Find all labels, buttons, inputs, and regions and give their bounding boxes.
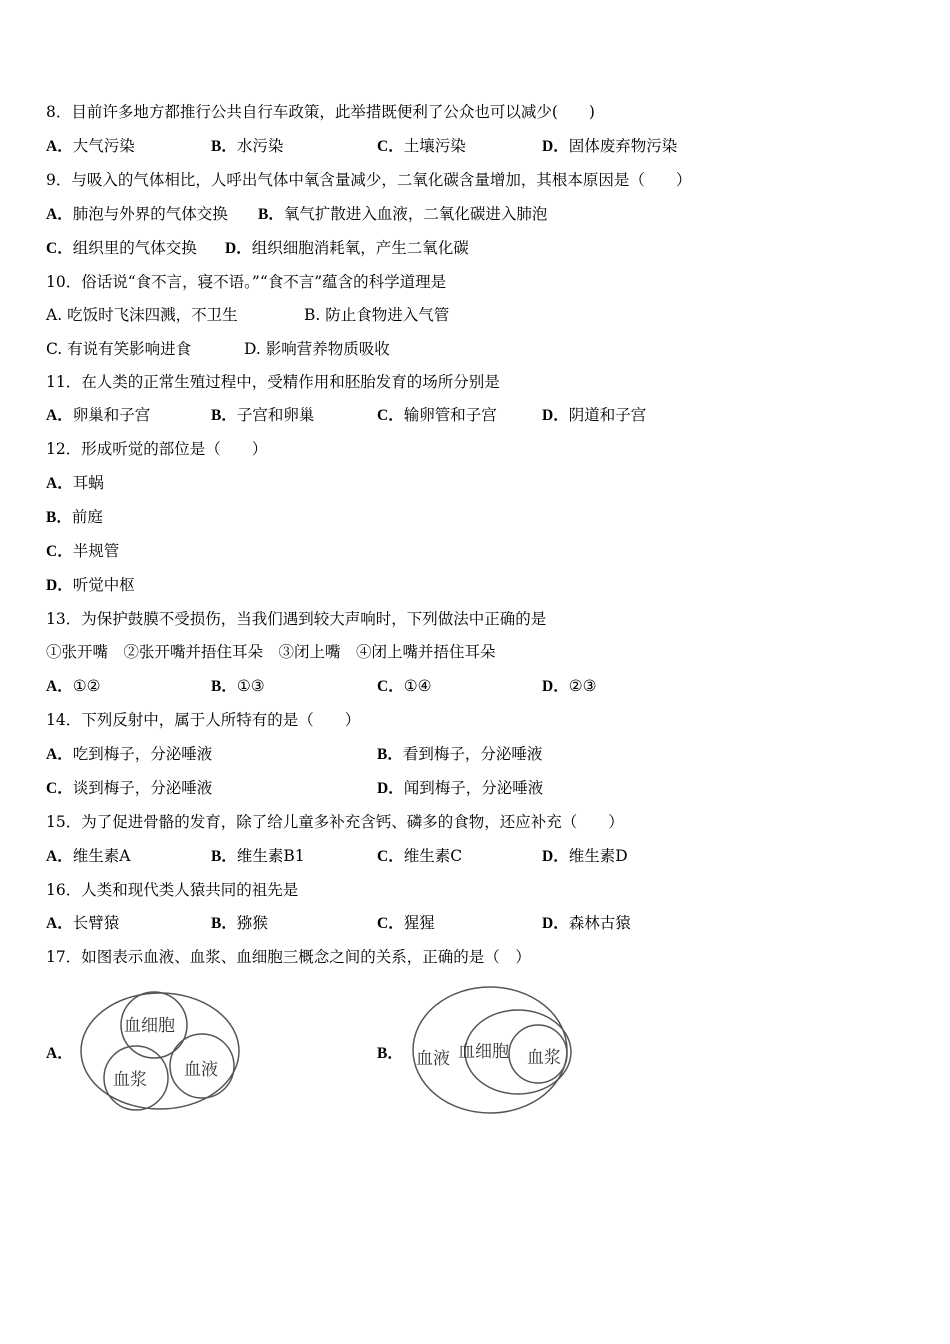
q14-option-c: C．谈到梅子，分泌唾液	[46, 779, 213, 797]
question-11-stem: 11．在人类的正常生殖过程中，受精作用和胚胎发育的场所分别是	[46, 373, 500, 391]
question-8-stem: 8．目前许多地方都推行公共自行车政策，此举措既便利了公众也可以减少( )	[46, 103, 595, 121]
q9-option-b: B．氧气扩散进入血液，二氧化碳进入肺泡	[258, 205, 548, 223]
q8-option-d: D．固体废弃物污染	[542, 137, 678, 155]
question-16-stem: 16．人类和现代类人猿共同的祖先是	[46, 881, 299, 899]
q14-option-b: B．看到梅子，分泌唾液	[377, 745, 543, 763]
q16-option-c: C．猩猩	[377, 914, 435, 932]
q12-option-c: C．半规管	[46, 542, 120, 560]
question-12-stem: 12．形成听觉的部位是（ ）	[46, 440, 268, 458]
diagram-a-label-left: 血浆	[113, 1070, 147, 1090]
diagram-a-label-right: 血液	[184, 1060, 218, 1080]
q12-option-b: B．前庭	[46, 508, 103, 526]
q11-option-a: A．卵巢和子宫	[46, 406, 151, 424]
q10-option-d: D. 影响营养物质吸收	[244, 340, 390, 358]
q9-option-c: C．组织里的气体交换	[46, 239, 197, 257]
q13-option-a: A．①②	[46, 677, 101, 695]
q14-option-d: D．闻到梅子，分泌唾液	[377, 779, 544, 797]
venn-diagram-b	[410, 982, 572, 1118]
q12-option-a: A．耳蜗	[46, 474, 104, 492]
q15-option-c: C．维生素C	[377, 847, 463, 865]
q12-option-d: D．听觉中枢	[46, 576, 135, 594]
q8-option-a: A．大气污染	[46, 137, 135, 155]
q9-option-d: D．组织细胞消耗氧，产生二氧化碳	[225, 239, 469, 257]
q14-option-a: A．吃到梅子，分泌唾液	[46, 745, 213, 763]
question-10-stem: 10．俗话说“食不言，寝不语。”“食不言”蕴含的科学道理是	[46, 273, 447, 291]
question-14-stem: 14．下列反射中，属于人所特有的是（ ）	[46, 711, 361, 729]
q15-option-a: A．维生素A	[46, 847, 131, 865]
q10-option-b: B. 防止食物进入气管	[304, 306, 450, 324]
q11-option-c: C．输卵管和子宫	[377, 406, 497, 424]
q11-option-d: D．阴道和子宫	[542, 406, 647, 424]
question-15-stem: 15．为了促进骨骼的发育，除了给儿童多补充含钙、磷多的食物，还应补充（ ）	[46, 813, 624, 831]
diagram-b-label-inner: 血浆	[527, 1048, 561, 1068]
q16-option-d: D．森林古猿	[542, 914, 631, 932]
q11-option-b: B．子宫和卵巢	[211, 406, 315, 424]
q17-option-a-label: A．	[46, 1045, 73, 1062]
q8-option-c: C．土壤污染	[377, 137, 466, 155]
question-13-stem: 13．为保护鼓膜不受损伤，当我们遇到较大声响时，下列做法中正确的是	[46, 610, 547, 628]
diagram-b-label-middle: 血细胞	[458, 1042, 509, 1062]
q10-option-a: A. 吃饭时飞沫四溅，不卫生	[46, 306, 238, 324]
venn-diagram-a	[78, 988, 243, 1114]
q8-option-b: B．水污染	[211, 137, 284, 155]
q10-option-c: C. 有说有笑影响进食	[46, 340, 192, 358]
q13-option-b: B．①③	[211, 677, 265, 695]
q15-option-b: B．维生素B1	[211, 847, 305, 865]
q17-option-b-label: B．	[377, 1045, 403, 1062]
question-9-stem: 9．与吸入的气体相比，人呼出气体中氧含量减少，二氧化碳含量增加，其根本原因是（ ）	[46, 171, 692, 189]
q13-option-d: D．②③	[542, 677, 597, 695]
question-13-choices: ①张开嘴 ②张开嘴并捂住耳朵 ③闭上嘴 ④闭上嘴并捂住耳朵	[46, 643, 496, 661]
question-17-stem: 17．如图表示血液、血浆、血细胞三概念之间的关系，正确的是（ ）	[46, 948, 531, 966]
q13-option-c: C．①④	[377, 677, 432, 695]
diagram-a-outer-ellipse	[81, 993, 239, 1109]
diagram-b-label-outer: 血液	[416, 1049, 450, 1069]
q16-option-a: A．长臂猿	[46, 914, 120, 932]
q15-option-d: D．维生素D	[542, 847, 628, 865]
q16-option-b: B．猕猴	[211, 914, 268, 932]
diagram-a-label-top: 血细胞	[124, 1016, 175, 1036]
q9-option-a: A．肺泡与外界的气体交换	[46, 205, 228, 223]
